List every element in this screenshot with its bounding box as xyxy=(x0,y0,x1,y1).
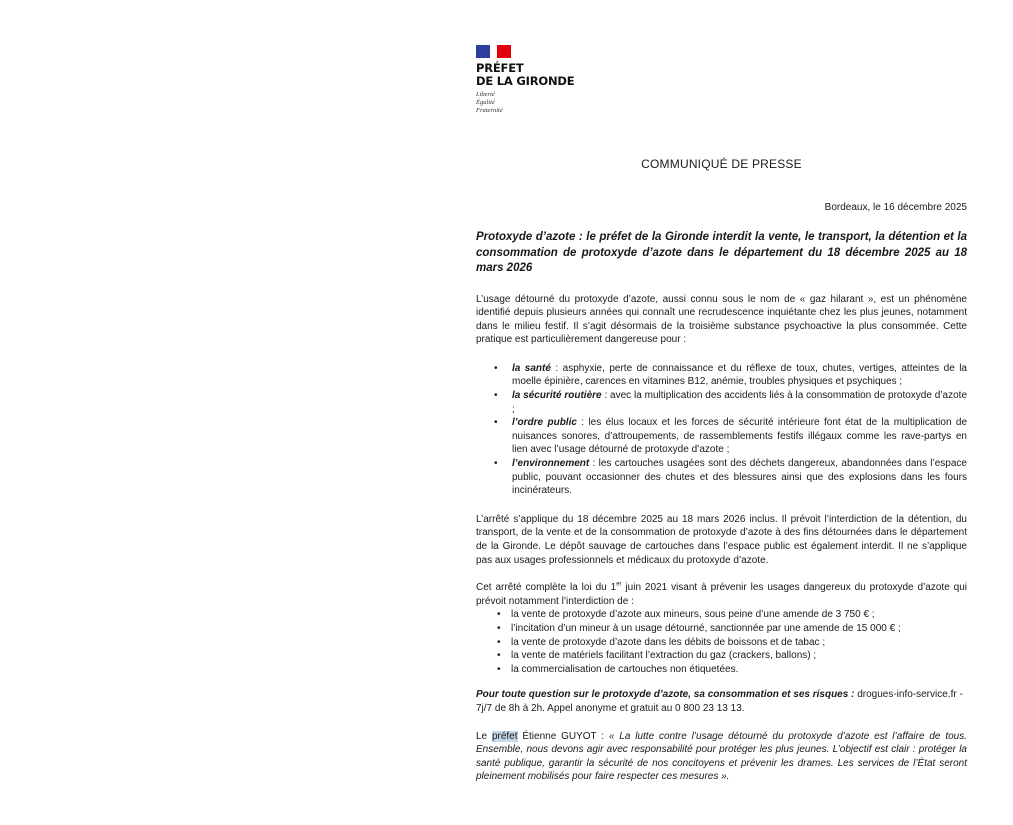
logo-title xyxy=(476,62,967,88)
contact-label: Pour toute question sur le protoxyde d’azote, sa consommation et ses risques : xyxy=(476,689,855,701)
ban-item: • la vente de matériels facilitant l’extraction du gaz (crackers, ballons) ; xyxy=(511,649,967,663)
press-release-title: Protoxyde d’azote : le préfet de la Gironde interdit la vente, le transport, la détention et la consommation de protoxyde d’azote dans le département du 18 décembre 2025 au 18 mars 2026 xyxy=(476,231,967,274)
contact-paragraph xyxy=(476,688,967,715)
ban-item: • l’incitation d’un mineur à un usage détourné, sanctionnée par une amende de 15 000 € ; xyxy=(511,622,967,636)
republic-motto xyxy=(476,91,967,115)
risk-text: : avec la multiplication des accidents liés à la consommation de protoxyde d’azote ; xyxy=(512,390,968,415)
motto-egalite: Égalité xyxy=(476,99,495,106)
quote-le: Le xyxy=(476,730,492,742)
risk-item xyxy=(512,416,967,457)
document-heading xyxy=(476,157,967,171)
contact-text: drogues-info-service.fr - 7j/7 de 8h à 2h. Appel anonyme et gratuit au 0 800 23 13 13. xyxy=(476,689,963,714)
risk-text: : les élus locaux et les forces de sécurité intérieure font état de la multiplication de nuisances sonores, d’attroupements, de rassemblements festifs illégaux comme les rave-partys en lien avec l’usage détourné de protoxyde d’azote ; xyxy=(512,417,968,456)
intro-paragraph: L’usage détourné du protoxyde d’azote, aussi connu sous le nom de « gaz hilarant », est un phénomène identifié depuis plusieurs années qui connaît une recrudescence inquiétante chez les plus jeunes, notamment dans le milieu festif. Il s’agit désormais de la troisième substance psychoactive la plus consommée. Cette pratique est particulièrement dangereuse pour : xyxy=(476,293,967,346)
heading-text: COMMUNIQUÉ DE PRESSE xyxy=(641,157,802,171)
prefecture-logo xyxy=(476,45,967,125)
risk-term: l’ordre public xyxy=(512,417,577,429)
loi-paragraph xyxy=(476,581,967,608)
flag-white xyxy=(490,45,497,58)
selected-text-highlight[interactable]: préfet xyxy=(491,730,518,742)
risk-term: la santé xyxy=(512,362,551,374)
quote-text: « La lutte contre l’usage détourné du protoxyde d’azote est l’affaire de tous. Ensemble, nous devons agir avec responsabilité pour protéger les plus jeunes. L’objectif est clair : protéger la santé publique, garantir la sécurité de nos concitoyens et prévenir les drames. Les services de l’État seront pleinement mobilisés pour faire respecter ces mesures ». xyxy=(476,730,967,783)
quote-paragraph xyxy=(476,730,967,784)
ban-item: • la vente de protoxyde d’azote aux mineurs, sous peine d’une amende de 3 750 € ; xyxy=(511,608,967,622)
flag-blue xyxy=(476,45,490,58)
marianne-flag-icon xyxy=(476,45,511,58)
press-release-page xyxy=(476,40,967,784)
risk-item xyxy=(512,457,967,498)
risks-list xyxy=(476,362,967,498)
risk-item xyxy=(512,362,967,389)
arrete-paragraph: L’arrêté s’applique du 18 décembre 2025 au 18 mars 2026 inclus. Il prévoit l’interdiction de la détention, du transport, de la vente et de la consommation de protoxyde d’azote à des fins détournées dans le département de la Gironde. Le dépôt sauvage de cartouches dans l’espace public est également interdit. Il ne s’applique pas aux usages professionnels et médicaux du protoxyde d’azote. xyxy=(476,513,967,566)
logo-line-2: DE LA GIRONDE xyxy=(476,74,575,88)
ban-item: • la commercialisation de cartouches non étiquetées. xyxy=(511,663,967,677)
loi-superscript: er xyxy=(616,581,622,588)
ban-item: • la vente de protoxyde d’azote dans les débits de boissons et de tabac ; xyxy=(511,636,967,650)
risk-text: : asphyxie, perte de connaissance et du réflexe de toux, chutes, vertiges, atteintes de la moelle épinière, carences en vitamines B12, anémie, troubles physiques et psychiques ; xyxy=(512,362,967,388)
risk-text: : les cartouches usagées sont des déchets dangereux, abandonnées dans l’espace public, pouvant occasionner des chutes et des blessures ainsi que des explosions dans les fours incinérateurs. xyxy=(512,458,967,497)
logo-line-1: PRÉFET xyxy=(476,61,524,75)
risk-term: la sécurité routière xyxy=(512,390,602,402)
quote-speaker: Étienne GUYOT : xyxy=(517,730,609,742)
loi-text-before: Cet arrêté complète la loi du 1 xyxy=(476,582,617,594)
flag-red xyxy=(497,45,511,58)
risk-item xyxy=(512,389,967,416)
document-date: Bordeaux, le 16 décembre 2025 xyxy=(824,202,967,213)
risk-term: l’environnement xyxy=(512,458,590,470)
bans-list xyxy=(476,608,967,676)
motto-fraternite: Fraternité xyxy=(476,107,503,114)
motto-liberte: Liberté xyxy=(476,91,495,98)
loi-text-after: juin 2021 visant à prévenir les usages dangereux du protoxyde d’azote qui prévoit notamment l’interdiction de : xyxy=(476,582,968,607)
